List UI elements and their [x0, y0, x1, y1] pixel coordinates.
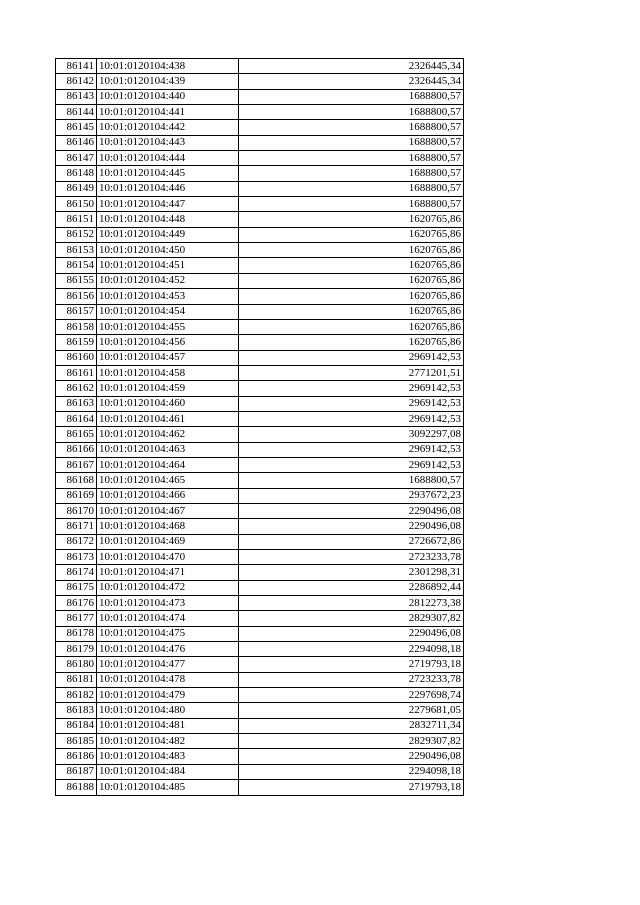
- cadastral-number-cell: 10:01:0120104:473: [97, 596, 239, 611]
- row-number-cell: 86154: [56, 258, 97, 273]
- cadastral-number-cell: 10:01:0120104:471: [97, 565, 239, 580]
- cadastral-number-cell: 10:01:0120104:462: [97, 427, 239, 442]
- value-cell: 1688800,57: [239, 105, 464, 120]
- row-number-cell: 86148: [56, 166, 97, 181]
- data-table: [55, 58, 464, 796]
- row-number-cell: 86144: [56, 105, 97, 120]
- row-number-cell: 86184: [56, 718, 97, 733]
- row-number-cell: 86168: [56, 473, 97, 488]
- cadastral-number-cell: 10:01:0120104:444: [97, 151, 239, 166]
- row-number-cell: 86175: [56, 580, 97, 595]
- value-cell: 1620765,86: [239, 258, 464, 273]
- table-row: [56, 227, 464, 242]
- cadastral-number-cell: 10:01:0120104:470: [97, 550, 239, 565]
- table-row: [56, 611, 464, 626]
- row-number-cell: 86171: [56, 519, 97, 534]
- cadastral-number-cell: 10:01:0120104:443: [97, 135, 239, 150]
- table-row: [56, 258, 464, 273]
- value-cell: 2294098,18: [239, 642, 464, 657]
- table-row: [56, 442, 464, 457]
- table-body: [56, 59, 464, 796]
- table-row: [56, 350, 464, 365]
- value-cell: 1688800,57: [239, 120, 464, 135]
- table-row: [56, 749, 464, 764]
- table-row: [56, 534, 464, 549]
- cadastral-number-cell: 10:01:0120104:475: [97, 626, 239, 641]
- row-number-cell: 86151: [56, 212, 97, 227]
- cadastral-number-cell: 10:01:0120104:461: [97, 411, 239, 426]
- cadastral-number-cell: 10:01:0120104:440: [97, 89, 239, 104]
- cadastral-number-cell: 10:01:0120104:453: [97, 289, 239, 304]
- table-row: [56, 657, 464, 672]
- value-cell: 1620765,86: [239, 319, 464, 334]
- table-row: [56, 59, 464, 74]
- row-number-cell: 86158: [56, 319, 97, 334]
- value-cell: 1620765,86: [239, 273, 464, 288]
- cadastral-number-cell: 10:01:0120104:482: [97, 734, 239, 749]
- cadastral-number-cell: 10:01:0120104:454: [97, 304, 239, 319]
- row-number-cell: 86172: [56, 534, 97, 549]
- value-cell: 2969142,53: [239, 350, 464, 365]
- value-cell: 1620765,86: [239, 212, 464, 227]
- cadastral-number-cell: 10:01:0120104:446: [97, 181, 239, 196]
- value-cell: 1688800,57: [239, 197, 464, 212]
- value-cell: 2829307,82: [239, 734, 464, 749]
- row-number-cell: 86173: [56, 550, 97, 565]
- row-number-cell: 86183: [56, 703, 97, 718]
- row-number-cell: 86146: [56, 135, 97, 150]
- table-row: [56, 304, 464, 319]
- table-row: [56, 457, 464, 472]
- row-number-cell: 86164: [56, 411, 97, 426]
- row-number-cell: 86152: [56, 227, 97, 242]
- row-number-cell: 86186: [56, 749, 97, 764]
- cadastral-number-cell: 10:01:0120104:485: [97, 780, 239, 795]
- cadastral-number-cell: 10:01:0120104:484: [97, 764, 239, 779]
- value-cell: 3092297,08: [239, 427, 464, 442]
- table-row: [56, 411, 464, 426]
- value-cell: 2290496,08: [239, 626, 464, 641]
- row-number-cell: 86165: [56, 427, 97, 442]
- table-row: [56, 120, 464, 135]
- value-cell: 2969142,53: [239, 457, 464, 472]
- row-number-cell: 86142: [56, 74, 97, 89]
- table-row: [56, 503, 464, 518]
- cadastral-number-cell: 10:01:0120104:439: [97, 74, 239, 89]
- table-row: [56, 319, 464, 334]
- value-cell: 1620765,86: [239, 227, 464, 242]
- table-row: [56, 273, 464, 288]
- cadastral-number-cell: 10:01:0120104:468: [97, 519, 239, 534]
- table-row: [56, 580, 464, 595]
- value-cell: 1620765,86: [239, 304, 464, 319]
- row-number-cell: 86177: [56, 611, 97, 626]
- table-row: [56, 764, 464, 779]
- cadastral-number-cell: 10:01:0120104:448: [97, 212, 239, 227]
- row-number-cell: 86163: [56, 396, 97, 411]
- cadastral-number-cell: 10:01:0120104:459: [97, 381, 239, 396]
- value-cell: 2726672,86: [239, 534, 464, 549]
- cadastral-number-cell: 10:01:0120104:451: [97, 258, 239, 273]
- row-number-cell: 86155: [56, 273, 97, 288]
- row-number-cell: 86157: [56, 304, 97, 319]
- value-cell: 2969142,53: [239, 396, 464, 411]
- cadastral-number-cell: 10:01:0120104:441: [97, 105, 239, 120]
- value-cell: 2326445,34: [239, 74, 464, 89]
- table-row: [56, 212, 464, 227]
- row-number-cell: 86153: [56, 243, 97, 258]
- table-row: [56, 626, 464, 641]
- cadastral-number-cell: 10:01:0120104:466: [97, 488, 239, 503]
- row-number-cell: 86156: [56, 289, 97, 304]
- row-number-cell: 86145: [56, 120, 97, 135]
- table-row: [56, 519, 464, 534]
- cadastral-number-cell: 10:01:0120104:479: [97, 688, 239, 703]
- table-row: [56, 74, 464, 89]
- value-cell: 2771201,51: [239, 365, 464, 380]
- cadastral-number-cell: 10:01:0120104:450: [97, 243, 239, 258]
- table-row: [56, 703, 464, 718]
- value-cell: 2969142,53: [239, 381, 464, 396]
- value-cell: 2723233,78: [239, 672, 464, 687]
- table-row: [56, 135, 464, 150]
- table-row: [56, 550, 464, 565]
- value-cell: 2832711,34: [239, 718, 464, 733]
- cadastral-number-cell: 10:01:0120104:469: [97, 534, 239, 549]
- cadastral-number-cell: 10:01:0120104:467: [97, 503, 239, 518]
- cadastral-number-cell: 10:01:0120104:474: [97, 611, 239, 626]
- table-row: [56, 718, 464, 733]
- table-row: [56, 596, 464, 611]
- value-cell: 2286892,44: [239, 580, 464, 595]
- cadastral-number-cell: 10:01:0120104:483: [97, 749, 239, 764]
- cadastral-number-cell: 10:01:0120104:480: [97, 703, 239, 718]
- value-cell: 1688800,57: [239, 166, 464, 181]
- cadastral-number-cell: 10:01:0120104:460: [97, 396, 239, 411]
- cadastral-number-cell: 10:01:0120104:457: [97, 350, 239, 365]
- table-row: [56, 181, 464, 196]
- row-number-cell: 86176: [56, 596, 97, 611]
- table-row: [56, 688, 464, 703]
- table-row: [56, 396, 464, 411]
- value-cell: 1620765,86: [239, 243, 464, 258]
- row-number-cell: 86150: [56, 197, 97, 212]
- cadastral-number-cell: 10:01:0120104:455: [97, 319, 239, 334]
- table-row: [56, 335, 464, 350]
- cadastral-number-cell: 10:01:0120104:477: [97, 657, 239, 672]
- value-cell: 2812273,38: [239, 596, 464, 611]
- cadastral-number-cell: 10:01:0120104:449: [97, 227, 239, 242]
- table-row: [56, 734, 464, 749]
- table-row: [56, 642, 464, 657]
- table-row: [56, 488, 464, 503]
- cadastral-number-cell: 10:01:0120104:447: [97, 197, 239, 212]
- value-cell: 2969142,53: [239, 411, 464, 426]
- row-number-cell: 86169: [56, 488, 97, 503]
- table-row: [56, 473, 464, 488]
- row-number-cell: 86170: [56, 503, 97, 518]
- row-number-cell: 86160: [56, 350, 97, 365]
- cadastral-number-cell: 10:01:0120104:463: [97, 442, 239, 457]
- row-number-cell: 86174: [56, 565, 97, 580]
- value-cell: 2301298,31: [239, 565, 464, 580]
- value-cell: 1620765,86: [239, 335, 464, 350]
- value-cell: 2290496,08: [239, 519, 464, 534]
- row-number-cell: 86161: [56, 365, 97, 380]
- row-number-cell: 86182: [56, 688, 97, 703]
- value-cell: 2297698,74: [239, 688, 464, 703]
- value-cell: 2290496,08: [239, 749, 464, 764]
- cadastral-number-cell: 10:01:0120104:476: [97, 642, 239, 657]
- row-number-cell: 86167: [56, 457, 97, 472]
- cadastral-number-cell: 10:01:0120104:481: [97, 718, 239, 733]
- value-cell: 1688800,57: [239, 473, 464, 488]
- table-row: [56, 197, 464, 212]
- row-number-cell: 86185: [56, 734, 97, 749]
- cadastral-number-cell: 10:01:0120104:456: [97, 335, 239, 350]
- table-row: [56, 565, 464, 580]
- cadastral-number-cell: 10:01:0120104:445: [97, 166, 239, 181]
- value-cell: 2279681,05: [239, 703, 464, 718]
- row-number-cell: 86178: [56, 626, 97, 641]
- table-row: [56, 89, 464, 104]
- value-cell: 1688800,57: [239, 181, 464, 196]
- row-number-cell: 86166: [56, 442, 97, 457]
- row-number-cell: 86159: [56, 335, 97, 350]
- value-cell: 2290496,08: [239, 503, 464, 518]
- value-cell: 2937672,23: [239, 488, 464, 503]
- value-cell: 2719793,18: [239, 657, 464, 672]
- cadastral-number-cell: 10:01:0120104:472: [97, 580, 239, 595]
- row-number-cell: 86141: [56, 59, 97, 74]
- value-cell: 1688800,57: [239, 135, 464, 150]
- table-row: [56, 289, 464, 304]
- value-cell: 2719793,18: [239, 780, 464, 795]
- table-row: [56, 151, 464, 166]
- table-row: [56, 365, 464, 380]
- table-row: [56, 381, 464, 396]
- value-cell: 2829307,82: [239, 611, 464, 626]
- table-row: [56, 105, 464, 120]
- value-cell: 1620765,86: [239, 289, 464, 304]
- table-row: [56, 243, 464, 258]
- row-number-cell: 86149: [56, 181, 97, 196]
- table-row: [56, 166, 464, 181]
- value-cell: 2969142,53: [239, 442, 464, 457]
- row-number-cell: 86143: [56, 89, 97, 104]
- value-cell: 2723233,78: [239, 550, 464, 565]
- row-number-cell: 86181: [56, 672, 97, 687]
- table-row: [56, 427, 464, 442]
- value-cell: 2294098,18: [239, 764, 464, 779]
- row-number-cell: 86147: [56, 151, 97, 166]
- value-cell: 2326445,34: [239, 59, 464, 74]
- value-cell: 1688800,57: [239, 151, 464, 166]
- cadastral-number-cell: 10:01:0120104:452: [97, 273, 239, 288]
- table-row: [56, 780, 464, 795]
- cadastral-number-cell: 10:01:0120104:465: [97, 473, 239, 488]
- cadastral-number-cell: 10:01:0120104:458: [97, 365, 239, 380]
- row-number-cell: 86179: [56, 642, 97, 657]
- cadastral-number-cell: 10:01:0120104:438: [97, 59, 239, 74]
- row-number-cell: 86187: [56, 764, 97, 779]
- row-number-cell: 86188: [56, 780, 97, 795]
- row-number-cell: 86180: [56, 657, 97, 672]
- row-number-cell: 86162: [56, 381, 97, 396]
- table-row: [56, 672, 464, 687]
- cadastral-number-cell: 10:01:0120104:442: [97, 120, 239, 135]
- value-cell: 1688800,57: [239, 89, 464, 104]
- cadastral-number-cell: 10:01:0120104:478: [97, 672, 239, 687]
- cadastral-number-cell: 10:01:0120104:464: [97, 457, 239, 472]
